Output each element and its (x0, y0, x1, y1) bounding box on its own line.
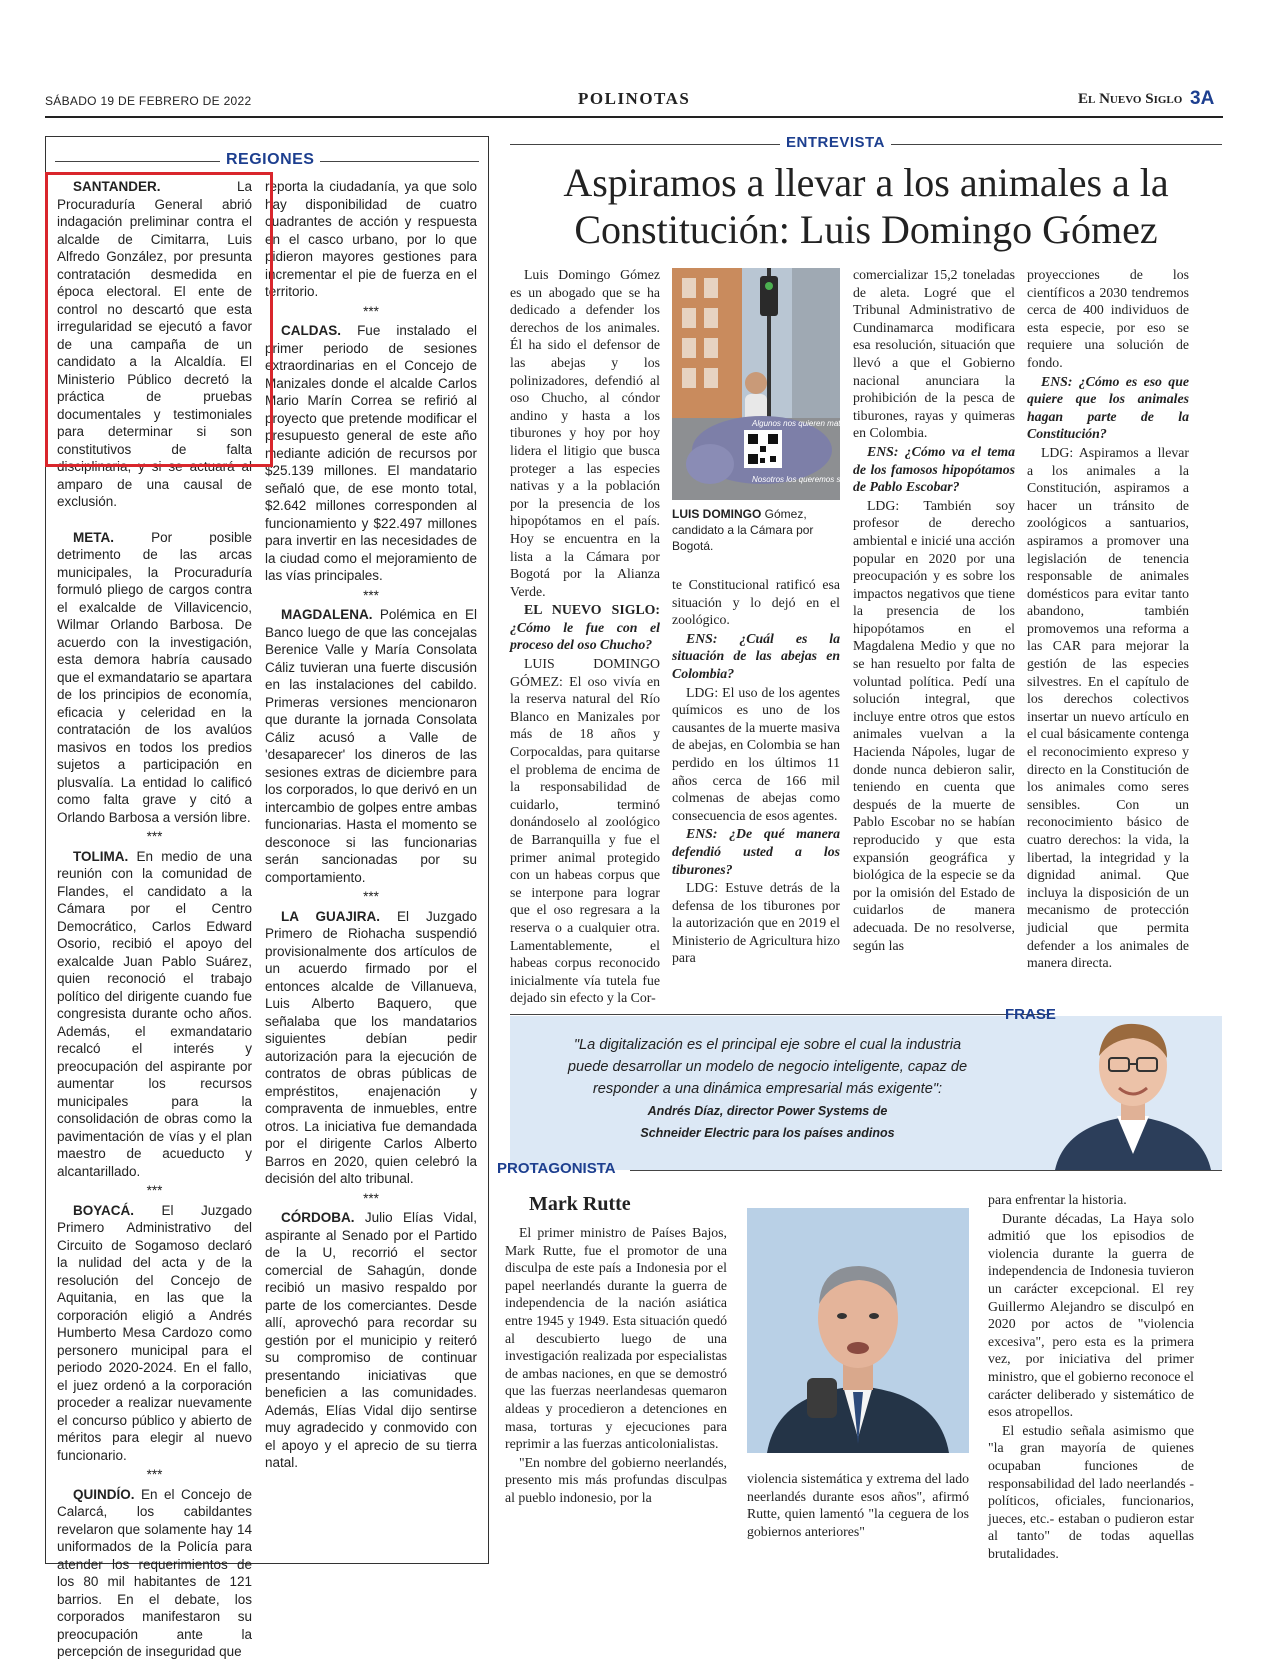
frase-portrait (1045, 1004, 1221, 1170)
separator-stars: *** (363, 587, 379, 603)
body-paragraph: "En nombre del gobierno neerlandés, presento mis más profundas disculpas al pueblo indonesio, por la (505, 1454, 727, 1505)
header-date: SÁBADO 19 DE FEBRERO DE 2022 (45, 94, 252, 108)
separator-stars: *** (363, 303, 379, 319)
body-paragraph: LUIS DOMINGO GÓMEZ: El oso vivía en la reserva natural del Río Blanco en Manizales por más de 18 años y Corpocaldas, para quitarse el problema de encima de la responsabilidad de cuidarlo, terminó donándoselo al zoológico de Barranquilla y fue el primer animal protegido con un habeas corpus que se interpone para lograr que el oso regresara a la reserva o a cualquier otra. Lamentablemente, el habeas corpus reconocido inicialmente vía tutela fue dejado sin efecto y la Cor- (510, 656, 660, 1006)
interview-photo (672, 268, 858, 500)
interview-question: ENS: ¿Cómo va el tema de los famosos hipopótamos de Pablo Escobar? (853, 443, 1015, 495)
region-name: CALDAS. (281, 323, 341, 338)
body-paragraph: LDG: Estuve detrás de la defensa de los tiburones por la autorización que en 2019 el Ministerio de Agricultura hizo para (672, 880, 840, 966)
quote-line-3: responder a una dinámica empresarial más exigente": (592, 1081, 943, 1097)
interview-column-3 (853, 266, 1015, 958)
regiones-label: REGIONES (220, 151, 320, 169)
region-paragraph (265, 1209, 477, 1472)
region-text: El Juzgado Primero Administrativo del Circuito de Sogamoso declaró la nulidad del acta y de la resolución del Concejo de Aquitania, en las que la corporación eligió a Andrés Humberto Mesa Cardozo como personero municipal para el periodo 2020-2024. En el fallo, el juez ordenó a la corporación proceder a realizar nuevamente el concurso público y abierto de méritos para elegir al nuevo funcionario. (57, 1202, 252, 1463)
separator-stars: *** (146, 829, 163, 844)
quote-line-2: puede desarrollar un modelo de negocio inteligente, capaz de (567, 1059, 968, 1075)
region-text: En el Concejo de Calarcá, los cabildantes revelaron que solamente hay 14 uniformados de la Policía para atender los requerimientos de los 80 mil habitantes de 121 barrios. En el debate, los corporados manifestaron su preocupación ante la percepción de inseguridad que (57, 1486, 252, 1659)
region-paragraph (265, 606, 477, 886)
header-paper-name: El Nuevo Siglo (1078, 91, 1183, 107)
quote-author-line-1: Andrés Díaz, director Power Systems de (647, 1104, 888, 1118)
body-paragraph: Luis Domingo Gómez es un abogado que se ha dedicado a defender los derechos de los animales. Él ha sido el defensor de las abejas y los polinizadores, defendió al oso Chucho, al cóndor andino y hasta a los tiburones y hoy por hoy lidera el litigio que busca proteger a las especies nativas y a la población por la presencia de los hipopótamos en el país. Hoy se encuentra en la lista a la Cámara por Bogotá por la Alianza Verde. (510, 267, 660, 599)
photo-sign-bottom: Nosotros los queremos salvar (752, 475, 858, 484)
interview-question: ENS: ¿Cuál es la situación de las abejas en Colombia? (672, 630, 840, 681)
caption-text: Gómez, candidato a la Cámara por Bogotá. (672, 507, 814, 553)
region-text: En medio de una reunión con la comunidad de Flandes, el candidato a la Cámara por el Centro Democrático, Carlos Edward Osorio, recibió el apoyo del exalcalde Juan Pablo Suárez, quien reconoció el trabajo político del dirigente cuando fue congresista durante ocho años. Además, el exmandatario recalcó el interés y preocupación del aspirante por aumentar los recursos municipales para la consolidación de obras como la pavimentación de vías y el plan maestro de acueducto y alcantarillado. (57, 848, 252, 1179)
header-section: POLINOTAS (578, 89, 691, 108)
interview-title (510, 159, 1222, 253)
region-paragraph (265, 178, 477, 301)
interview-title-line-2: Constitución: Luis Domingo Gómez (574, 207, 1158, 252)
frase-rule (510, 1014, 1050, 1015)
region-text: La Procuraduría General abrió indagación preliminar contra el alcalde de Cimitarra, Luis Alfredo González, por presunta contratación desmedida en época electoral. El ente de control no descartó que esta irregularidad se ejecutó a favor de una campaña de un candidato a la Alcaldía. El Ministerio Público decretó la práctica de pruebas documentales y testimoniales para determinar si son constitutivos de falta disciplinaria, y si se actuará al amparo de una causal de exclusión. (57, 179, 252, 509)
protagonista-name: Mark Rutte (529, 1193, 631, 1215)
body-paragraph: violencia sistemática y extrema del lado neerlandés durante esos años", afirmó Rutte, quien lamentó "la ceguera de los gobiernos anteriores" (747, 1471, 969, 1539)
entrevista-label: ENTREVISTA (780, 134, 891, 151)
caption-name: LUIS DOMINGO (672, 507, 762, 521)
interview-column-2 (672, 576, 840, 966)
separator-stars: *** (363, 1190, 379, 1206)
protagonista-rule (630, 1170, 1222, 1171)
body-paragraph: LDG: El uso de los agentes químicos es uno de los causantes de la muerte masiva de abejas, en Colombia se han perdido en los últimos 11 años cerca de 166 mil colmenas de abejas como consecuencia de esos agentes. (672, 684, 840, 823)
interview-title-line-1: Aspiramos a llevar a los animales a la (563, 160, 1169, 205)
separator-stars: *** (146, 1183, 163, 1198)
body-paragraph: para enfrentar la historia. (988, 1192, 1127, 1207)
region-paragraph (57, 1202, 252, 1465)
frase-quote (510, 1034, 1025, 1144)
protagonista-column-2 (747, 1470, 969, 1560)
region-paragraph (265, 322, 477, 585)
region-name: MAGDALENA. (281, 607, 373, 622)
body-paragraph: Durante décadas, La Haya solo admitió que los episodios de violencia durante la guerra de independencia de Indonesia tuvieron un carácter excepcional. El rey Guillermo Alejandro se disculpó en 2020 por actos de "violencia excesiva", pero esta es la primera vez, por iniciativa del primer ministro, que el gobierno reconoce el carácter deliberado y sistemático de esos atropellos. (988, 1210, 1194, 1420)
body-paragraph: El estudio señala asimismo que "la gran mayoría de quienes ocupaban funciones de responsabilidad del lado neerlandés -políticos, oficiales, funcionarios, jueces, etc.- estaban o pudieron estar al tanto" de todas aquellas brutalidades. (988, 1422, 1194, 1561)
region-paragraph (57, 1486, 252, 1661)
question-text: ¿Cómo le fue con el proceso del oso Chucho? (510, 619, 660, 653)
region-text: Por posible detrimento de las arcas municipales, la Procuraduría formuló pliego de cargos contra el exalcalde de Villavicencio, Wilmar Orlando Barbosa. De acuerdo con la investigación, esta demora habría causado que el exmandatario se apartara de los principios de economía, eficacia y celeridad en la contratación de los avalúos masivos en todos los predios sujetos a participación en plusvalía. La entidad lo calificó como falta grave y citó a Orlando Barbosa a versión libre. (57, 529, 252, 825)
interview-question: ENS: ¿Cómo es eso que quiere que los animales hagan parte de la Constitución? (1027, 373, 1189, 442)
region-name: QUINDÍO. (73, 1486, 135, 1502)
protagonista-label: PROTAGONISTA (497, 1160, 616, 1177)
separator-stars: *** (146, 1467, 163, 1482)
header-page-number: 3A (1190, 88, 1215, 109)
region-text: reporta la ciudadanía, ya que solo hay disponibilidad de cuatro cuadrantes de acción y respuesta en el casco urbano, por lo que pidieron mayores gestiones para incrementar el pie de fuerza en el territorio. (265, 179, 477, 299)
body-paragraph: LDG: Aspiramos a llevar a los animales a la Constitución, aspiramos a hacer un tránsito de zoológicos a santuarios, aspiramos a promover una legislación de tenencia responsable de animales domésticos para evitar tanto abandono, también promovemos una reforma a las CAR para mejorar la gestión de las especies silvestres. En el capítulo de los derechos colectivos insertar un nuevo artículo en el cual básicamente contenga el reconocimiento expreso y directo en la Constitución de los animales como seres sensibles. Con un reconocimiento básico de cuatro derechos: la vida, la libertad, la integridad y la dignidad animal. Que incluya la disposición de un mecanismo de protección judicial que permita defender a los animales de manera directa. (1027, 444, 1189, 971)
photo-sign-top: Algunos nos quieren matar (752, 419, 848, 428)
body-paragraph: LDG: También soy profesor de derecho ambiental e inicié una acción popular en 2020 por una preocupación y es sobre los impactos negativos que tiene la presencia de los hipopótamos en el Magdalena Medio y que no se han resuelto por falta de voluntad política. Pedí una solución integral, que incluye entre otros que estos animales vuelvan a la Hacienda Nápoles, lugar de donde nunca debieron salir, teniendo en cuenta que después de la muerte de Pablo Escobar no se habían reproducido y que esta expansión geográfica y biológica de la especie se da por la omisión del Estado de cuidarlos de manera adecuada. De no resolverse, según las (853, 497, 1015, 953)
protagonista-column-3 (988, 1191, 1194, 1561)
region-name: BOYACÁ. (73, 1202, 135, 1218)
body-paragraph: proyecciones de los científicos a 2030 tendremos cerca de 400 individuos de esta especie, por eso se requiere una solución de fondo. (1027, 267, 1189, 370)
quote-line-1: "La digitalización es el principal eje sobre el cual la industria (573, 1037, 962, 1053)
region-text: Polémica en El Banco luego de que las concejalas Berenice Valle y María Consolata Cáliz tuvieran una fuerte discusión en las instalaciones del cabildo. Primeras versiones mencionaron que durante la jornada Consolata Cáliz acusó a Valle de 'desaparecer' los dineros de las sesiones extras de diciembre para los corporados, lo que derivó en un intercambio de golpes entre ambas funcionarias. Hasta el momento se desconoce si las funcionarias serán sancionadas por su comportamiento. (265, 607, 477, 885)
interview-column-4 (1027, 266, 1189, 971)
spacer (57, 513, 252, 527)
region-paragraph (57, 529, 252, 827)
frase-label: FRASE (1005, 1006, 1056, 1023)
region-name: META. (73, 529, 114, 545)
question-lead: EL NUEVO SIGLO: (524, 602, 660, 618)
region-text: El Juzgado Primero de Riohacha suspendió provisionalmente dos artículos de un acuerdo firmado por el entonces alcalde de Villanueva, Luis Alberto Baquero, que señalaba que los mandatarios siguientes debían pedir autorización para la ejecución de contratos de obras públicas de empréstitos, enajenación y compraventa de inmuebles, entre otros. La iniciativa fue demandada por el dirigente Carlos Alberto Barros en 2020, quien celebró la decisión del alto tribunal. (265, 908, 477, 1186)
interview-column-1 (510, 266, 660, 1006)
quote-author-line-2: Schneider Electric para los países andinos (640, 1126, 895, 1140)
interview-question (510, 601, 660, 654)
header-rule (45, 116, 1223, 118)
body-paragraph: te Constitucional ratificó esa situación y lo dejó en el zoológico. (672, 577, 840, 628)
rutte-photo-illustration (747, 1208, 969, 1453)
region-paragraph (265, 908, 477, 1188)
protagonista-column-1 (505, 1224, 727, 1560)
body-paragraph: comercializar 15,2 toneladas de aleta. Logré que el Tribunal Administrativo de Cundinamarca modificara esa resolución, situación que llevó a que el Gobierno nacional anunciara la prohibición de la pesca de tiburones, rayas y quimeras en Colombia. (853, 267, 1015, 441)
separator-stars: *** (363, 889, 379, 904)
body-paragraph: El primer ministro de Países Bajos, Mark Rutte, fue el promotor de una disculpa de este país a Indonesia por el papel neerlandés durante la guerra de independencia de la nación asiática entre 1945 y 1949. Esta situación quedó al descubierto luego de una investigación realizada por especialistas de ambas naciones, en que se demostró que las fuerzas neerlandesas quemaron aldeas y procedieron a detenciones en masa, torturas y ejecuciones para reprimir a las fuerzas anticolonialistas. (505, 1225, 727, 1452)
interview-question: ENS: ¿De qué manera defendió usted a los tiburones? (672, 826, 840, 877)
region-name: LA GUAJIRA. (281, 908, 380, 924)
portrait-illustration (1045, 1004, 1221, 1170)
regiones-column-2 (265, 178, 477, 1558)
region-paragraph (57, 848, 252, 1181)
region-name: CÓRDOBA. (281, 1210, 355, 1225)
region-text: Julio Elías Vidal, aspirante al Senado por el Partido de la U, recorrió el sector comercial de Sahagún, donde recibió un masivo respaldo por parte de los comerciantes. Desde allí, aprovechó para recordar su gestión por el municipio y reiteró su compromiso de continuar presentando iniciativas que beneficien a las comunidades. Además, Elías Vidal dijo sentirse muy agradecido y conmovido con el apoyo y el aprecio de su tierra natal. (265, 1210, 477, 1470)
interview-photo-caption (672, 506, 840, 554)
region-name: SANTANDER. (73, 179, 161, 194)
interview-photo-illustration (672, 268, 858, 500)
highlight-box (45, 172, 273, 467)
region-name: TOLIMA. (73, 848, 129, 864)
region-text: Fue instalado el primer periodo de sesiones extraordinarias en el Concejo de Manizales donde el alcalde Carlos Mario Marín Correa se refirió al proyecto que pretende modificar el presupuesto general de este año mediante adición de recursos por $25.139 millones. El mandatario señaló que, de ese monto total, $2.642 millones corresponden al funcionamiento y $22.497 millones para invertir en las necesidades de la ciudad como el mejoramiento de las vías principales. (265, 323, 477, 583)
rutte-photo (747, 1208, 969, 1453)
